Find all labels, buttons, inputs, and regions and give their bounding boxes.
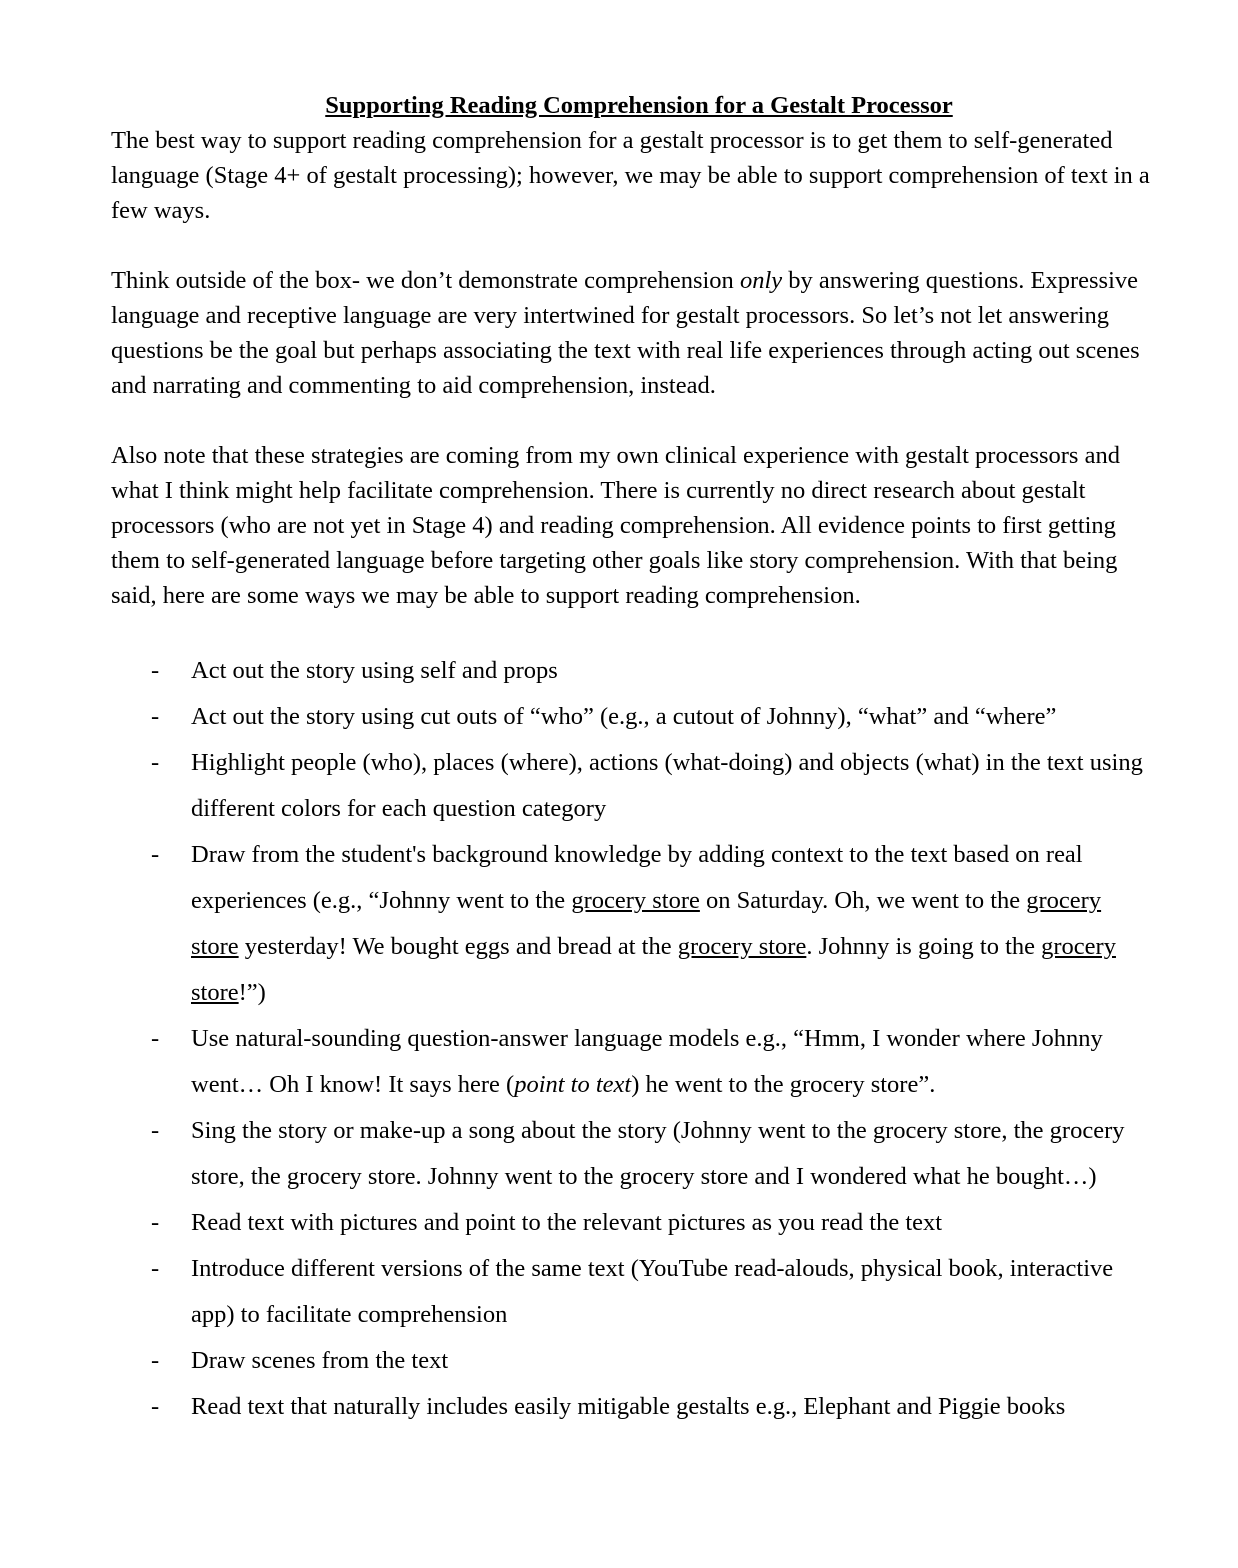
underlined-text: grocery store — [677, 933, 807, 960]
text-run: Also note that these strategies are coming from my own clinical experience with gestalt processors and what I think might help facilitate comprehension. There is currently no direct research about gestalt processors (who are not yet in Stage 4) and reading comprehension. All evidence points to first getting them to self-generated language before targeting other goals like story comprehension. With that being said, here are some ways we may be able to support reading comprehension. — [111, 442, 1120, 609]
list-item — [111, 694, 1151, 740]
body-paragraph — [111, 263, 1151, 403]
text-run: Draw scenes from the text — [191, 1347, 449, 1374]
text-run: ) he went to the grocery store”. — [631, 1071, 936, 1098]
text-run: yesterday! We bought eggs and bread at the — [238, 933, 678, 960]
text-run: Introduce different versions of the same text (YouTube read-alouds, physical book, interactive app) to facilitate comprehension — [191, 1255, 1114, 1328]
list-item — [111, 1108, 1151, 1200]
strategy-list — [111, 648, 1151, 1430]
bullet-marker: - — [151, 657, 160, 684]
list-item — [111, 740, 1151, 832]
body-paragraph — [111, 123, 1151, 228]
list-item — [111, 1384, 1151, 1430]
document-page — [111, 88, 1151, 1430]
italic-text: point to text — [514, 1071, 632, 1098]
bullet-marker: - — [151, 1255, 160, 1282]
text-run: Act out the story using cut outs of “who” (e.g., a cutout of Johnny), “what” and “where” — [191, 703, 1057, 730]
list-item — [111, 832, 1151, 1016]
underlined-text: grocery store — [191, 887, 1102, 960]
list-item — [111, 1016, 1151, 1108]
text-run: The best way to support reading comprehension for a gestalt processor is to get them to self-generated language (Stage 4+ of gestalt processing); however, we may be able to support comprehension of text in a few ways. — [111, 127, 1150, 224]
text-run: Sing the story or make-up a song about the story (Johnny went to the grocery store, the grocery store, the grocery store. Johnny went to the grocery store and I wondered what he bought…) — [191, 1117, 1125, 1190]
text-run: Think outside of the box- we don’t demonstrate comprehension — [111, 267, 740, 294]
text-run: Read text that naturally includes easily mitigable gestalts e.g., Elephant and Piggie books — [191, 1393, 1066, 1420]
list-item — [111, 1246, 1151, 1338]
underlined-text: grocery store — [191, 933, 1116, 1006]
text-run: Draw from the student's background knowledge by adding context to the text based on real experiences (e.g., “Johnny went to the — [191, 841, 1083, 914]
text-run: Use natural-sounding question-answer language models e.g., “Hmm, I wonder where Johnny went… Oh I know! It says here ( — [191, 1025, 1103, 1098]
body-paragraphs — [111, 123, 1151, 613]
bullet-marker: - — [151, 1117, 160, 1144]
italic-text: only — [739, 267, 783, 294]
bullet-marker: - — [151, 841, 160, 868]
bullet-marker: - — [151, 703, 160, 730]
list-item — [111, 648, 1151, 694]
bullet-marker: - — [151, 1025, 160, 1052]
text-run: Read text with pictures and point to the relevant pictures as you read the text — [191, 1209, 943, 1236]
text-run: Highlight people (who), places (where), actions (what-doing) and objects (what) in the text using different colors for each question category — [191, 749, 1143, 822]
text-run: Act out the story using self and props — [191, 657, 558, 684]
text-run: !”) — [238, 979, 266, 1006]
bullet-marker: - — [151, 1347, 160, 1374]
underlined-text: grocery store — [571, 887, 700, 914]
list-item — [111, 1338, 1151, 1384]
text-run: . Johnny is going to the — [806, 933, 1042, 960]
bullet-marker: - — [151, 1393, 160, 1420]
list-item — [111, 1200, 1151, 1246]
document-title: Supporting Reading Comprehension for a Gestalt Processor — [325, 92, 953, 119]
bullet-marker: - — [151, 749, 160, 776]
body-paragraph — [111, 438, 1151, 613]
text-run: by answering questions. Expressive language and receptive language are very intertwined for gestalt processors. So let’s not let answering questions be the goal but perhaps associating the text with real life experiences through acting out scenes and narrating and commenting to aid comprehension, instead. — [111, 267, 1140, 399]
bullet-marker: - — [151, 1209, 160, 1236]
text-run: on Saturday. Oh, we went to the — [699, 887, 1027, 914]
